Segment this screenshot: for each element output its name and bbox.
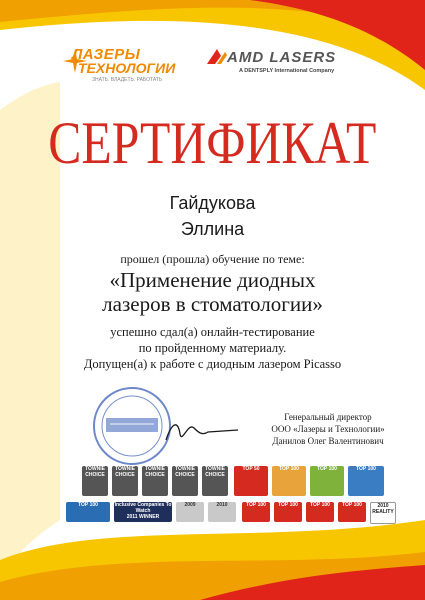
award-badge: TOP 100 bbox=[272, 466, 306, 496]
recipient-surname: Гайдукова bbox=[169, 193, 256, 213]
award-badge: TOWNIE CHOICE bbox=[82, 466, 108, 496]
award-badge: 2010 bbox=[208, 502, 236, 522]
logo-left-tagline: ЗНАТЬ. ВЛАДЕТЬ. РАБОТАТЬ bbox=[92, 77, 163, 83]
signatory-name: Данилов Олег Валентинович bbox=[272, 436, 384, 446]
amd-lasers-logo bbox=[205, 46, 365, 80]
logo-left-line1: ЛАЗЕРЫ bbox=[72, 46, 141, 63]
award-badge: 2009 bbox=[176, 502, 204, 522]
award-badge: 2010 REALITY bbox=[370, 502, 396, 524]
recipient-first-name: Эллина bbox=[180, 219, 245, 239]
award-badge: TOWNIE CHOICE bbox=[112, 466, 138, 496]
award-badge: TOP 100 bbox=[306, 502, 334, 522]
award-badge: Inclusive Companies To Watch 2011 WINNER bbox=[114, 502, 172, 520]
award-badge: TOWNIE CHOICE bbox=[172, 466, 198, 496]
certificate-title-text: СЕРТИФИКАТ bbox=[48, 109, 377, 177]
director-signature bbox=[162, 414, 242, 448]
award-badge: TOP 100 bbox=[310, 466, 344, 496]
details-line3: Допущен(а) к работе с диодным лазером Picasso bbox=[83, 357, 342, 371]
award-badge: TOP 100 bbox=[66, 502, 110, 522]
awards-strip bbox=[66, 466, 394, 540]
signatory-block bbox=[258, 411, 398, 447]
studied-text: прошел (прошла) обучение по теме: bbox=[120, 252, 305, 266]
course-title-line1: «Применение диодных bbox=[109, 268, 316, 292]
logo-right-subtitle: A DENTSPLY International Company bbox=[239, 68, 335, 74]
award-badge: TOP 100 bbox=[274, 502, 302, 522]
logo-left-line2: ТЕХНОЛОГИИ bbox=[78, 60, 176, 76]
certificate-title bbox=[0, 108, 425, 177]
signatory-position: Генеральный директор bbox=[284, 412, 372, 422]
details-line2: по пройденному материалу. bbox=[138, 341, 287, 355]
lasers-technologies-logo bbox=[62, 46, 176, 86]
signatory-company: ООО «Лазеры и Технологии» bbox=[271, 424, 385, 434]
award-badge: TOWNIE CHOICE bbox=[142, 466, 168, 496]
award-badge: TOP 100 bbox=[338, 502, 366, 522]
logo-right-name: AMD LASERS bbox=[227, 49, 337, 66]
award-badge: TOP 100 bbox=[242, 502, 270, 522]
details-line1: успешно сдал(а) онлайн-тестирование bbox=[110, 325, 315, 339]
course-title-line2: лазеров в стоматологии» bbox=[102, 292, 323, 316]
award-badge: TOWNIE CHOICE bbox=[202, 466, 228, 496]
award-badge: TOP 50 bbox=[234, 466, 268, 496]
award-badge: TOP 100 bbox=[348, 466, 384, 496]
